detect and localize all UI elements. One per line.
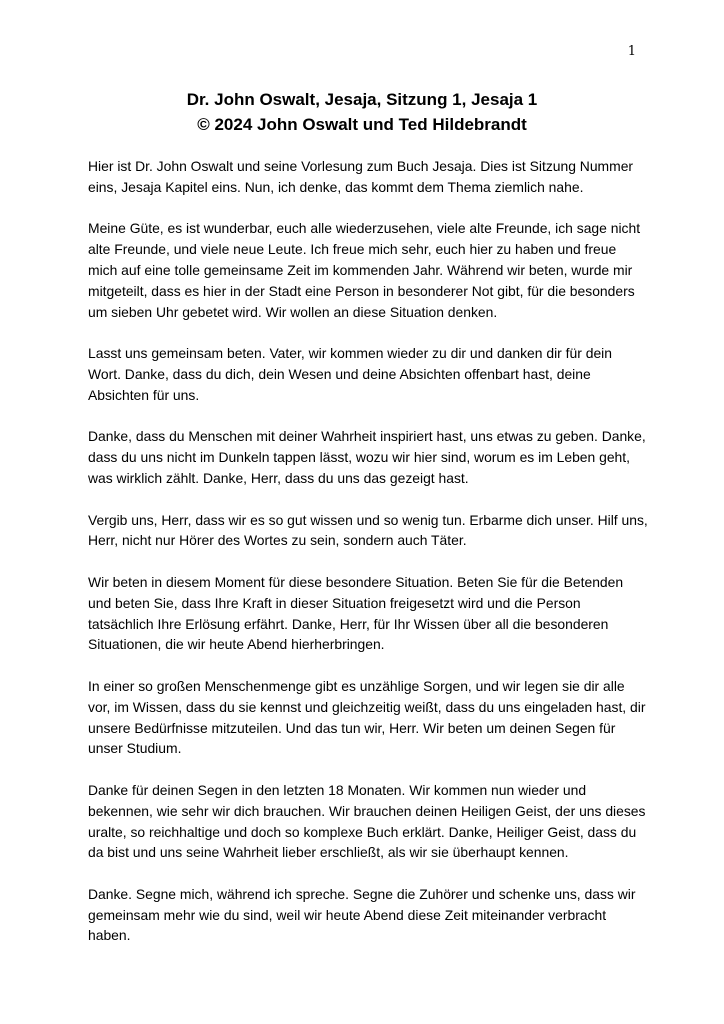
document-title [0,87,724,137]
document-body [88,156,648,967]
paragraph-1: Hier ist Dr. John Oswalt und seine Vorlesung zum Buch Jesaja. Dies ist Sitzung Nummer eins, Jesaja Kapitel eins. Nun, ich denke, das kommt dem Thema ziemlich nahe. [88,158,634,195]
paragraph-8: Danke für deinen Segen in den letzten 18 Monaten. Wir kommen nun wieder und bekennen, wie sehr wir dich brauchen. Wir brauchen deinen Heiligen Geist, der uns dieses uralte, so reichhaltige und doch so komplexe Buch erklärt. Danke, Heiliger Geist, dass du da bist und uns seine Wahrheit lieber erschließt, als wir sie überhaupt kennen. [88,781,646,861]
title-line-1: Dr. John Oswalt, Jesaja, Sitzung 1, Jesaja 1 [186,90,538,109]
paragraph-5: Vergib uns, Herr, dass wir es so gut wissen und so wenig tun. Erbarme dich unser. Hilf uns, Herr, nicht nur Hörer des Wortes zu sein, sondern auch Täter. [88,511,648,549]
paragraph-4: Danke, dass du Menschen mit deiner Wahrheit inspiriert hast, uns etwas zu geben. Danke, dass du uns nicht im Dunkeln tappen lässt, wozu wir hier sind, worum es im Leben geht, was wirklich zählt. Danke, Herr, dass du uns das gezeigt hast. [88,428,646,486]
paragraph-2: Meine Güte, es ist wunderbar, euch alle wiederzusehen, viele alte Freunde, ich sage nicht alte Freunde, und viele neue Leute. Ich freue mich sehr, euch hier zu haben und freue mich auf eine tolle gemeinsame Zeit im kommenden Jahr. Während wir beten, wurde mir mitgeteilt, dass es hier in der Stadt eine Person in besonderer Not gibt, für die besonders um sieben Uhr gebetet wird. Wir wollen an diese Situation denken. [88,220,641,320]
page-number: 1 [627,44,636,59]
paragraph-3: Lasst uns gemeinsam beten. Vater, wir kommen wieder zu dir und danken dir für dein Wort. Danke, dass du dich, dein Wesen und deine Absichten offenbart hast, deine Absichten für uns. [88,345,612,403]
paragraph-7: In einer so großen Menschenmenge gibt es unzählige Sorgen, und wir legen sie dir alle vor, im Wissen, dass du sie kennst und gleichzeitig weißt, dass du uns eingeladen hast, dir unsere Bedürfnisse mitzuteilen. Und das tun wir, Herr. Wir beten um deinen Segen für unser Studium. [88,677,646,757]
paragraph-6: Wir beten in diesem Moment für diese besondere Situation. Beten Sie für die Betenden und beten Sie, dass Ihre Kraft in dieser Situation freigesetzt wird und die Person tatsächlich Ihre Erlösung erfährt. Danke, Herr, für Ihr Wissen über all die besonderen Situationen, die wir heute Abend hierherbringen. [88,573,624,653]
title-line-2: © 2024 John Oswalt und Ted Hildebrandt [197,115,527,134]
paragraph-9: Danke. Segne mich, während ich spreche. Segne die Zuhörer und schenke uns, dass wir gemeinsam mehr wie du sind, weil wir heute Abend diese Zeit miteinander verbracht haben. [88,885,636,944]
